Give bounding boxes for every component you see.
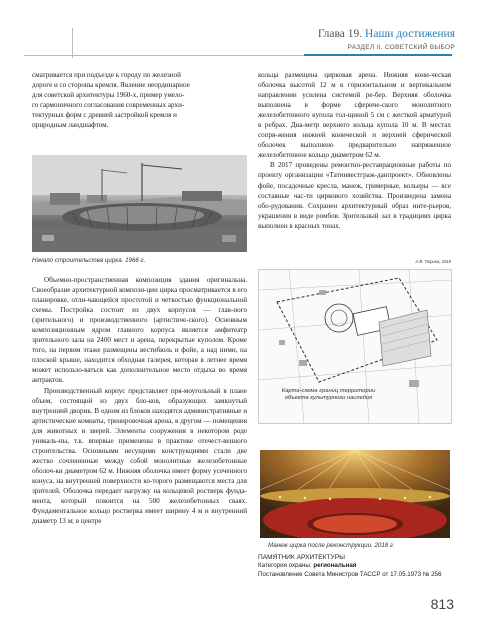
construction-photo-drawing (32, 155, 247, 252)
chapter-title: Наши достижения (365, 28, 455, 40)
monument-info (258, 554, 441, 579)
text-line: дороге и со стороны кремля. Явление неординарное (32, 81, 190, 90)
text-line: го гармоничного согласования современных архи- (32, 101, 185, 110)
page-number: 813 (430, 596, 454, 612)
paragraph: Объемно-пространственная композиция здания оригинальна. Своеобразие архитектурной компози-ции цирка просматривается в его планировке, отли-чающейся простотой и четкостью функциональной схемы. Постройка состоит из двух корпусов — глав-ного (зрительного) и производственного (артистиче-ского). Основным композиционным ядром главного корпуса является амфитеатр зрительного зала на 2400 мест и арена, перекрытые куполом. Кроме того, на первом этаже размещены вестибюль и фойе, а над ними, на плоской крыше, находится обходная галерея, которая в летнее время может использо-ваться как дополнительное место отдыха во время антрактов. (32, 276, 247, 385)
territory-map (258, 269, 452, 424)
arena-photo (260, 450, 450, 538)
text-line: сматривается при подъезде к городу по железной (32, 71, 181, 79)
construction-photo (32, 155, 247, 252)
text-line: для советской архитектуры 1960-х, пример умело- (32, 91, 185, 100)
text-line: природным ландшафтом. (32, 121, 109, 130)
text-line: тектурных форм с древней застройкой кремля и (32, 111, 177, 120)
header-accent-rule (304, 54, 452, 56)
page-header (0, 22, 485, 56)
arena-photo-drawing (260, 450, 450, 538)
map-caption (271, 388, 386, 402)
left-top-paragraph (32, 70, 247, 130)
map-caption-line: объекта культурного наследия (284, 395, 373, 401)
category-value: региональная (313, 562, 357, 570)
author-credit: А.В. Тюрина, 2019 (415, 259, 451, 264)
paragraph: В 2017 проведены ремонтно-реставрационные работы по проекту организации «Татинвестграж-данпроект». Обновлены фойе, посадочные кресла, манеж, гримерные, вольеры — все составные час-ти циркового хозяйства. Произведена замена обо-рудования. Сохранен архитектурный образ инте-рьеров, украшения в виде ромбов. Зрительный зал в традициях цирка выполнен в красных тонах. (258, 161, 451, 230)
map-caption-line: Карта-схема границ территории (281, 388, 376, 394)
monument-category (258, 562, 441, 570)
chapter-number: Глава 19. (317, 28, 363, 40)
category-label: Категория охраны: (258, 562, 312, 570)
left-main-text (32, 275, 247, 526)
paragraph: Производственный корпус представляет пря-моугольный в плане объем, состоящий из двух бло-ков, образующих замкнутый внутренний дворик. В одном из блоков находятся административные и артистические комнаты, тренировочная арена, в другом — помещения для животных и зверей. Элементы сооружения в некотором роде уникаль-ны, т.к. впервые применены в практике отечест-венного строительства. Основными несущими конструкциями стали две жестко сочлененные между собой монолитные железобетонные оболоч-ки диаметром 62 м. Нижняя оболочка имеет форму усеченного конуса, на внутренней поверхности ко-торого размещаются места для зрителей. Оболочка передает нагрузку на кольцевой ростверк фунда-мента, который покоится на 500 железобетонных сваях. Фундаментальное кольцо ростверка имеет ширину 4 м и внутренний диаметр 13 м; в центре (32, 386, 247, 526)
photo-caption: Начало строительства цирка. 1966 г. (32, 257, 146, 264)
chapter-heading (318, 28, 455, 40)
right-top-text (258, 70, 451, 231)
monument-decree: Постановление Совета Министров ТАССР от 17.05.1973 № 256 (258, 570, 442, 578)
monument-title: ПАМЯТНИК АРХИТЕКТУРЫ (258, 554, 345, 561)
paragraph: кольца размещена цирковая арена. Нижняя кони-ческая оболочка высотой 12 м в горизонтальном и вертикальном направлении усилена системой ре-бер. Верхняя оболочка выполнена в форме сфериче-ского монолитного железобетонного купола тол-щиной 5 см с жесткой арматурой в ребрах. Диа-метр верхнего кольца купола 10 м. В местах сопря-жения нижней конической и верхней сферической оболочек выполнено предварительно напряженное железобетонное кольцо диаметром 62 м. (258, 71, 451, 160)
section-label: РАЗДЕЛ II. СОВЕТСКИЙ ВЫБОР (347, 44, 455, 51)
arena-caption: Манеж цирка после реконструкции. 2018 г. (268, 542, 395, 549)
